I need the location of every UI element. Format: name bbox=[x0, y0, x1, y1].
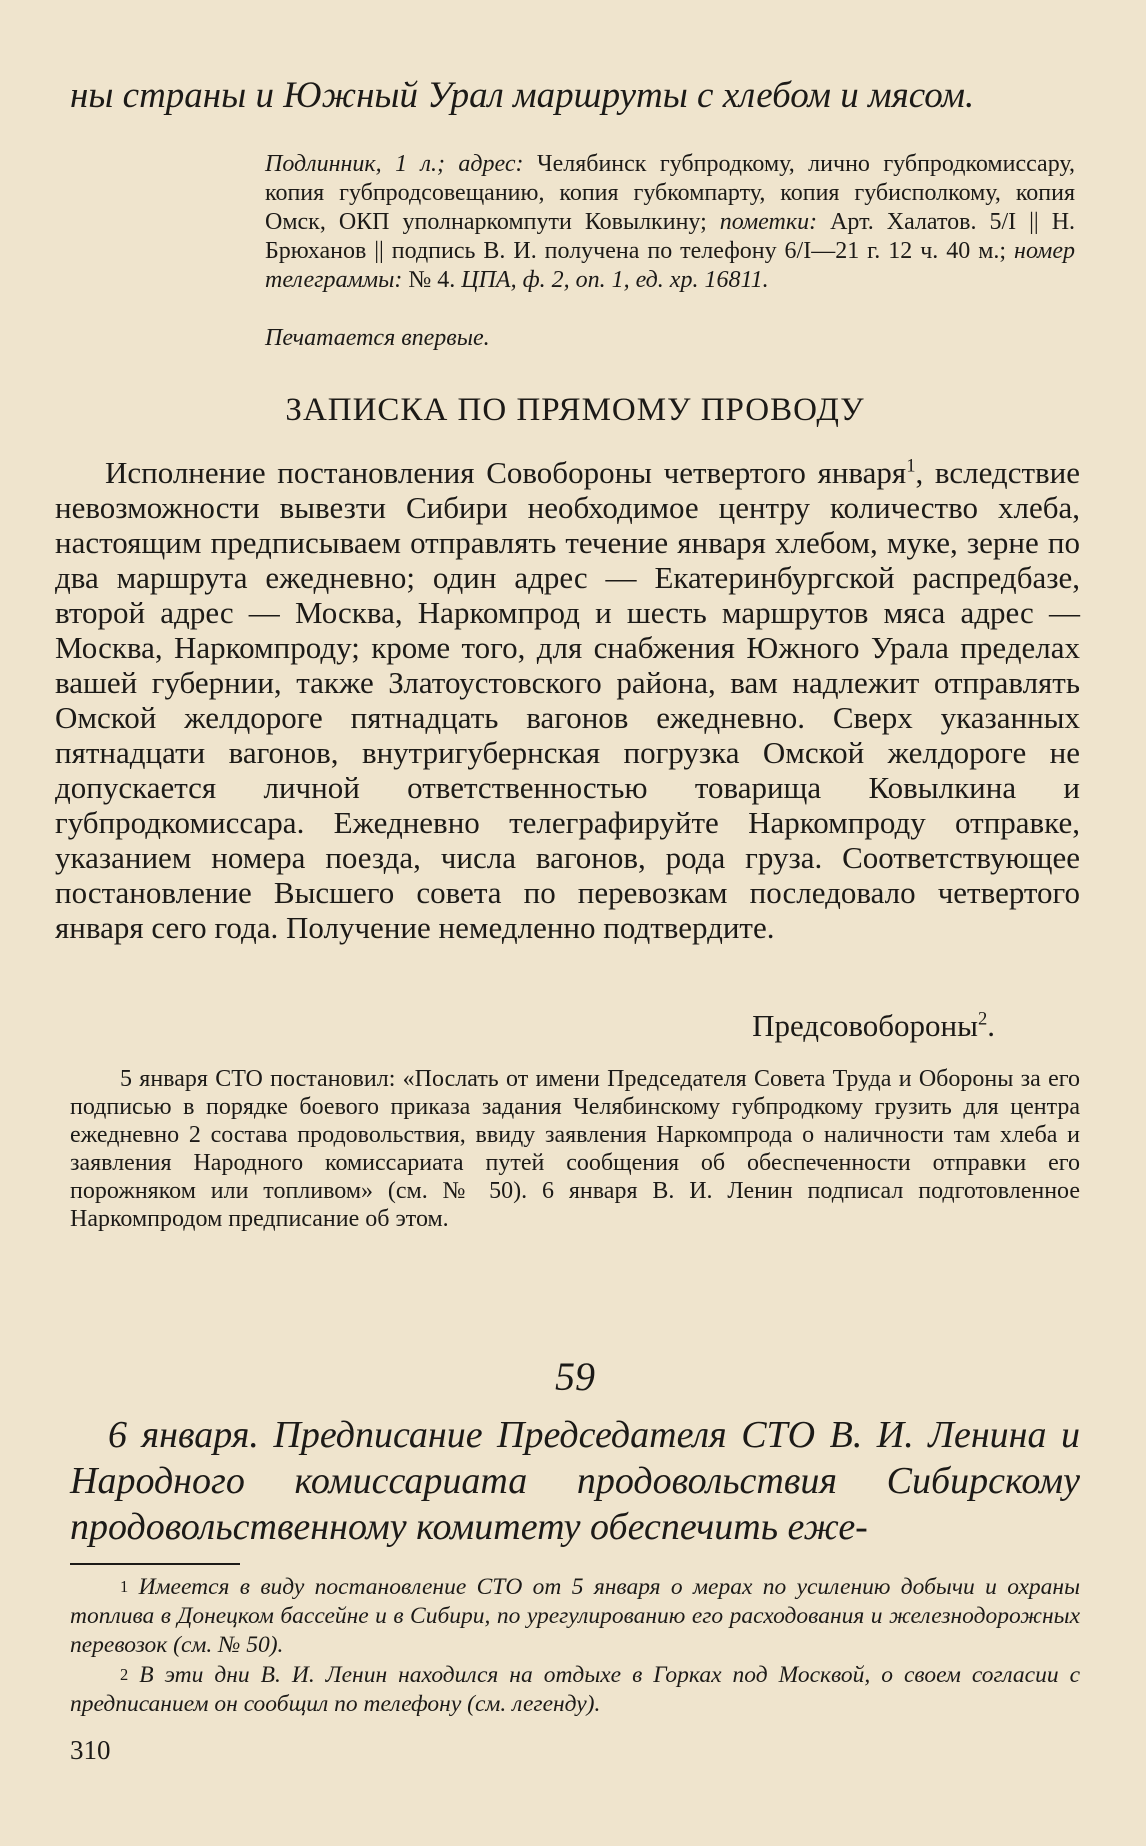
footnote-divider bbox=[70, 1563, 240, 1565]
body-text-part-2: , вследствие невозможности вывезти Сибири необходимое центру количество хлеба, настоящим предписываем отправлять течение января хлебом, муке, зерне по два маршрута ежедневно; один адрес — Екатеринбургской распредбазе, второй адрес — Москва, Наркомпрод и шесть маршрутов мяса адрес — Москва, Наркомпроду; кроме того, для снабжения Южного Урала пределах вашей губернии, также Златоустовского района, вам надлежит отправлять Омской желдороге пятнадцать вагонов ежедневно. Сверх указанных пятнадцати вагонов, внутригубернская погрузка Омской желдороге не допускается личной ответственностью товарища Ковылкина и губпродкомиссара. Ежедневно телеграфируйте Наркомпроду отправке, указанием номера поезда, числа вагонов, рода груза. Соответствующее постановление Высшего совета по перевозкам последовало четвертого января сего года. Получение немедленно подтвердите. bbox=[55, 455, 1080, 945]
footnote-2 bbox=[70, 1660, 1080, 1719]
source-label-number: номер телеграммы: bbox=[265, 238, 1076, 293]
body-paragraph bbox=[55, 455, 1080, 945]
footnote-2-text: В эти дни В. И. Ленин находился на отдыхе в Горках под Москвой, о своем согласии с предписанием он сообщил по телефону (см. легенду). bbox=[70, 1662, 1081, 1717]
footnote-1 bbox=[70, 1572, 1080, 1660]
document-body bbox=[55, 455, 1080, 945]
footnote-ref-2[interactable]: 2 bbox=[977, 1008, 988, 1030]
signature bbox=[70, 1007, 995, 1045]
continued-heading-text: ны страны и Южный Урал маршруты с хлебом и мясом. bbox=[70, 75, 975, 116]
next-document-number: 59 bbox=[555, 1354, 595, 1399]
editorial-legend bbox=[70, 1065, 1080, 1233]
source-label-original: Подлинник, 1 л.; адрес: bbox=[265, 151, 524, 177]
source-label-marks: пометки: bbox=[719, 209, 818, 235]
legend-text: 5 января СТО постановил: «Послать от имени Председателя Совета Труда и Обороны за его подписью в порядке боевого приказа задания Челябинскому губпродкому грузить для центра ежедневно 2 состава продовольствия, ввиду заявления Наркомпрода о наличности там хлеба и заявления Народного комиссариата путей сообщения об обеспеченности отправки его порожняком или топливом» (см. № 50). 6 января В. И. Ленин подписал подготовленное Наркомпродом предписание об этом. bbox=[70, 1066, 1080, 1232]
document-title: ЗАПИСКА ПО ПРЯМОМУ ПРОВОДУ bbox=[285, 392, 865, 428]
source-description bbox=[265, 150, 1075, 295]
signature-end: . bbox=[987, 1008, 995, 1043]
footnote-ref-1[interactable]: 1 bbox=[906, 455, 916, 477]
telegram-number: № 4. bbox=[408, 267, 456, 293]
archive-reference: ЦПА, ф. 2, оп. 1, ед. хр. 16811. bbox=[461, 267, 769, 293]
next-document-heading-text: 6 января. Предписание Председателя СТО В. И. Ленина и Народного комиссариата продовольствия Сибирскому продовольственному комитету обеспечить еже- bbox=[70, 1414, 1080, 1548]
footnote-1-text: Имеется в виду постановление СТО от 5 января о мерах по усилению добычи и охраны топлива в Донецком бассейне и в Сибири, по урегулированию его расходования и железнодорожных перевозок (см. № 50). bbox=[70, 1574, 1081, 1658]
body-text-part-1: Исполнение постановления Совобороны четвертого января bbox=[105, 455, 907, 490]
source-address: Челябинск губпродкому, лично губпродкомиссару, копия губпродсовещанию, копия губкомпарту, копия губисполкому, копия Омск, ОКП уполнаркомпути Ковылкину; bbox=[265, 151, 1075, 235]
footnotes bbox=[70, 1572, 1080, 1719]
publication-note: Печатается впервые. bbox=[265, 325, 490, 351]
footnote-1-mark: 1 bbox=[120, 1577, 129, 1596]
source-marks: Арт. Халатов. 5/I || Н. Брюханов || подпись В. И. получена по телефону 6/I—21 г. 12 ч. 40 м.; bbox=[265, 209, 1076, 264]
footnote-2-mark: 2 bbox=[120, 1665, 129, 1684]
signature-text: Предсовобороны bbox=[752, 1008, 978, 1043]
next-document-heading bbox=[70, 1412, 1080, 1550]
page-number: 310 bbox=[70, 1735, 111, 1765]
